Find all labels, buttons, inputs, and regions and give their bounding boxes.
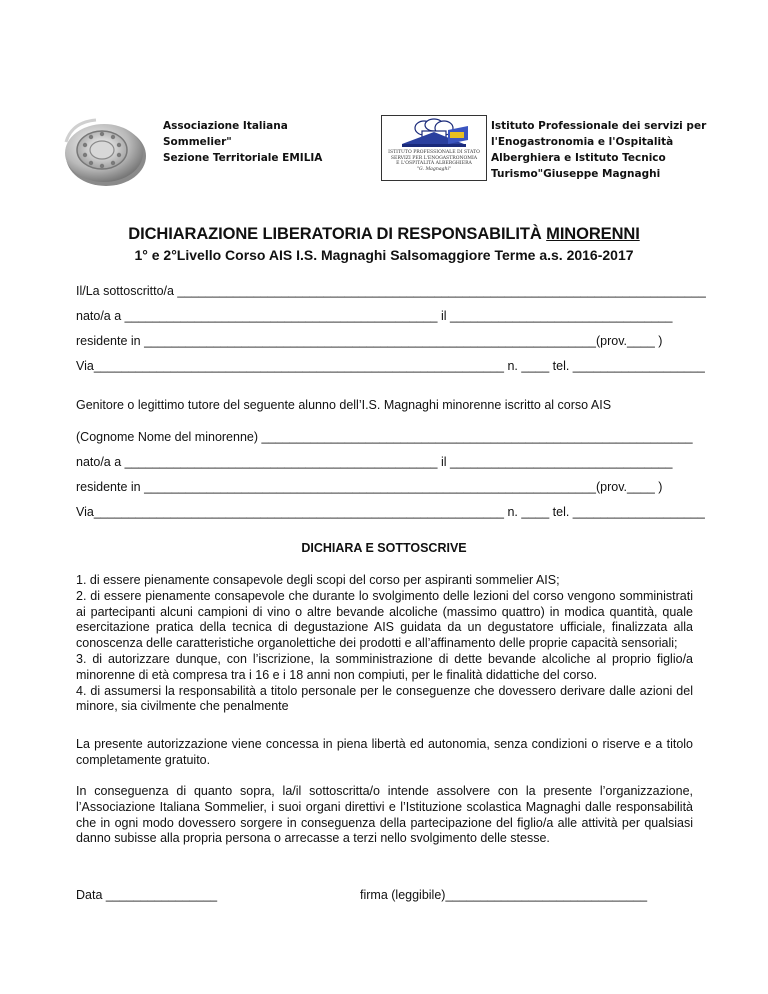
document-title [0,225,768,244]
declaration-item: 3. di autorizzare dunque, con l’iscrizione, la somministrazione di dette bevande alcoliche al proprio figlio/a minorenne di età compresa tra i 16 e i 18 anni non compiuti, per le finalità didattiche del corso. [76,651,693,682]
declaration-heading: DICHIARA E SOTTOSCRIVE [301,541,467,555]
ais-name-line: Associazione Italiana [163,120,288,132]
form-field-address[interactable]: Via___________________________________________________________ n. ____ tel. ___________________ [76,359,705,373]
chef-hat-icon [394,118,474,150]
school-header-text [491,118,751,182]
school-logo-caption-line: "G. Magnaghi" [416,166,452,172]
school-logo-caption-line: ISTITUTO PROFESSIONALE DI STATO [388,150,480,155]
school-name-line: Turismo"Giuseppe Magnaghi [491,168,661,180]
liability-text: In conseguenza di quanto sopra, la/il sottoscritta/o intende assolvere con la presente l’organizzazione, l’Associazione Italiana Sommelier, i suoi organi direttivi e l’Istituzione scolastica Magnaghi dalle responsabilità che in ogni modo dovessero sorgere in conseguenza della partecipazione del figlio/a alle attività per qualsiasi danno subisse alla propria persona o arrecasse a terzi nello svolgimento delle stesse. [76,784,693,846]
document-subtitle: 1° e 2°Livello Corso AIS I.S. Magnaghi Salsomaggiore Terme a.s. 2016-2017 [134,247,634,263]
signature-field[interactable]: firma (leggibile)_____________________________ [360,888,648,902]
ais-header-text [163,118,363,166]
school-logo-caption [384,150,484,172]
form-field-minor-birth[interactable]: nato/a a _____________________________________________ il ________________________________ [76,455,673,469]
declaration-item: 1. di essere pienamente consapevole degli scopi del corso per aspiranti sommelier AIS; [76,573,560,587]
form-field-signer-name[interactable]: Il/La sottoscritto/a ____________________________________________________________________________ [76,284,706,298]
form-field-birth[interactable]: nato/a a _____________________________________________ il ________________________________ [76,309,673,323]
school-name-line: Istituto Professionale dei servizi per [491,120,707,132]
ais-logo-icon [62,112,154,190]
school-logo-caption-line: SERVIZI PER L'ENOGASTRONOMIA [390,155,478,161]
form-field-minor-address[interactable]: Via___________________________________________________________ n. ____ tel. ___________________ [76,505,705,519]
school-logo [381,115,487,181]
ais-section-line: Sezione Territoriale EMILIA [163,152,323,164]
guardian-statement: Genitore o legittimo tutore del seguente alunno dell’I.S. Magnaghi minorenne iscritto al corso AIS [76,398,612,412]
school-logo-caption-line: E L'OSPITALITÀ ALBERGHIERA [396,161,472,167]
declaration-item: 4. di assumersi la responsabilità a titolo personale per le conseguenze che dovessero derivare dalle azioni del minore, sia civilmente che penalmente [76,683,693,714]
date-field[interactable]: Data ________________ [76,888,218,902]
liability-paragraph [76,784,693,847]
school-name-line: l'Enogastronomia e l'Ospitalità [491,136,674,148]
authorization-paragraph [76,737,693,769]
declaration-list [76,573,693,715]
form-field-minor-residence[interactable]: residente in _________________________________________________________________(prov.____ ) [76,480,663,494]
form-field-minor-name[interactable]: (Cognome Nome del minorenne) ______________________________________________________________ [76,430,693,444]
title-underlined-text: MINORENNI [546,225,640,243]
ais-name-line: Sommelier" [163,136,232,148]
authorization-text: La presente autorizzazione viene concessa in piena libertà ed autonomia, senza condizioni o riserve e a titolo completamente gratuito. [76,737,693,767]
school-name-line: Alberghiera e Istituto Tecnico [491,152,666,164]
title-text: DICHIARAZIONE LIBERATORIA DI RESPONSABILITÀ [128,225,547,243]
form-field-residence[interactable]: residente in _________________________________________________________________(prov.____ ) [76,334,663,348]
declaration-item: 2. di essere pienamente consapevole che durante lo svolgimento delle lezioni del corso vengono somministrati ai partecipanti alcuni campioni di vino o altre bevande alcoliche (massimo quattro) in modica quantità, quale esercitazione pratica della tecnica di degustazione AIS guidata da un degustatore ufficiale, finalizzata alla conoscenza delle caratteristiche organolettiche dei prodotti e all’affinamento delle proprie capacità sensoriali; [76,588,693,651]
